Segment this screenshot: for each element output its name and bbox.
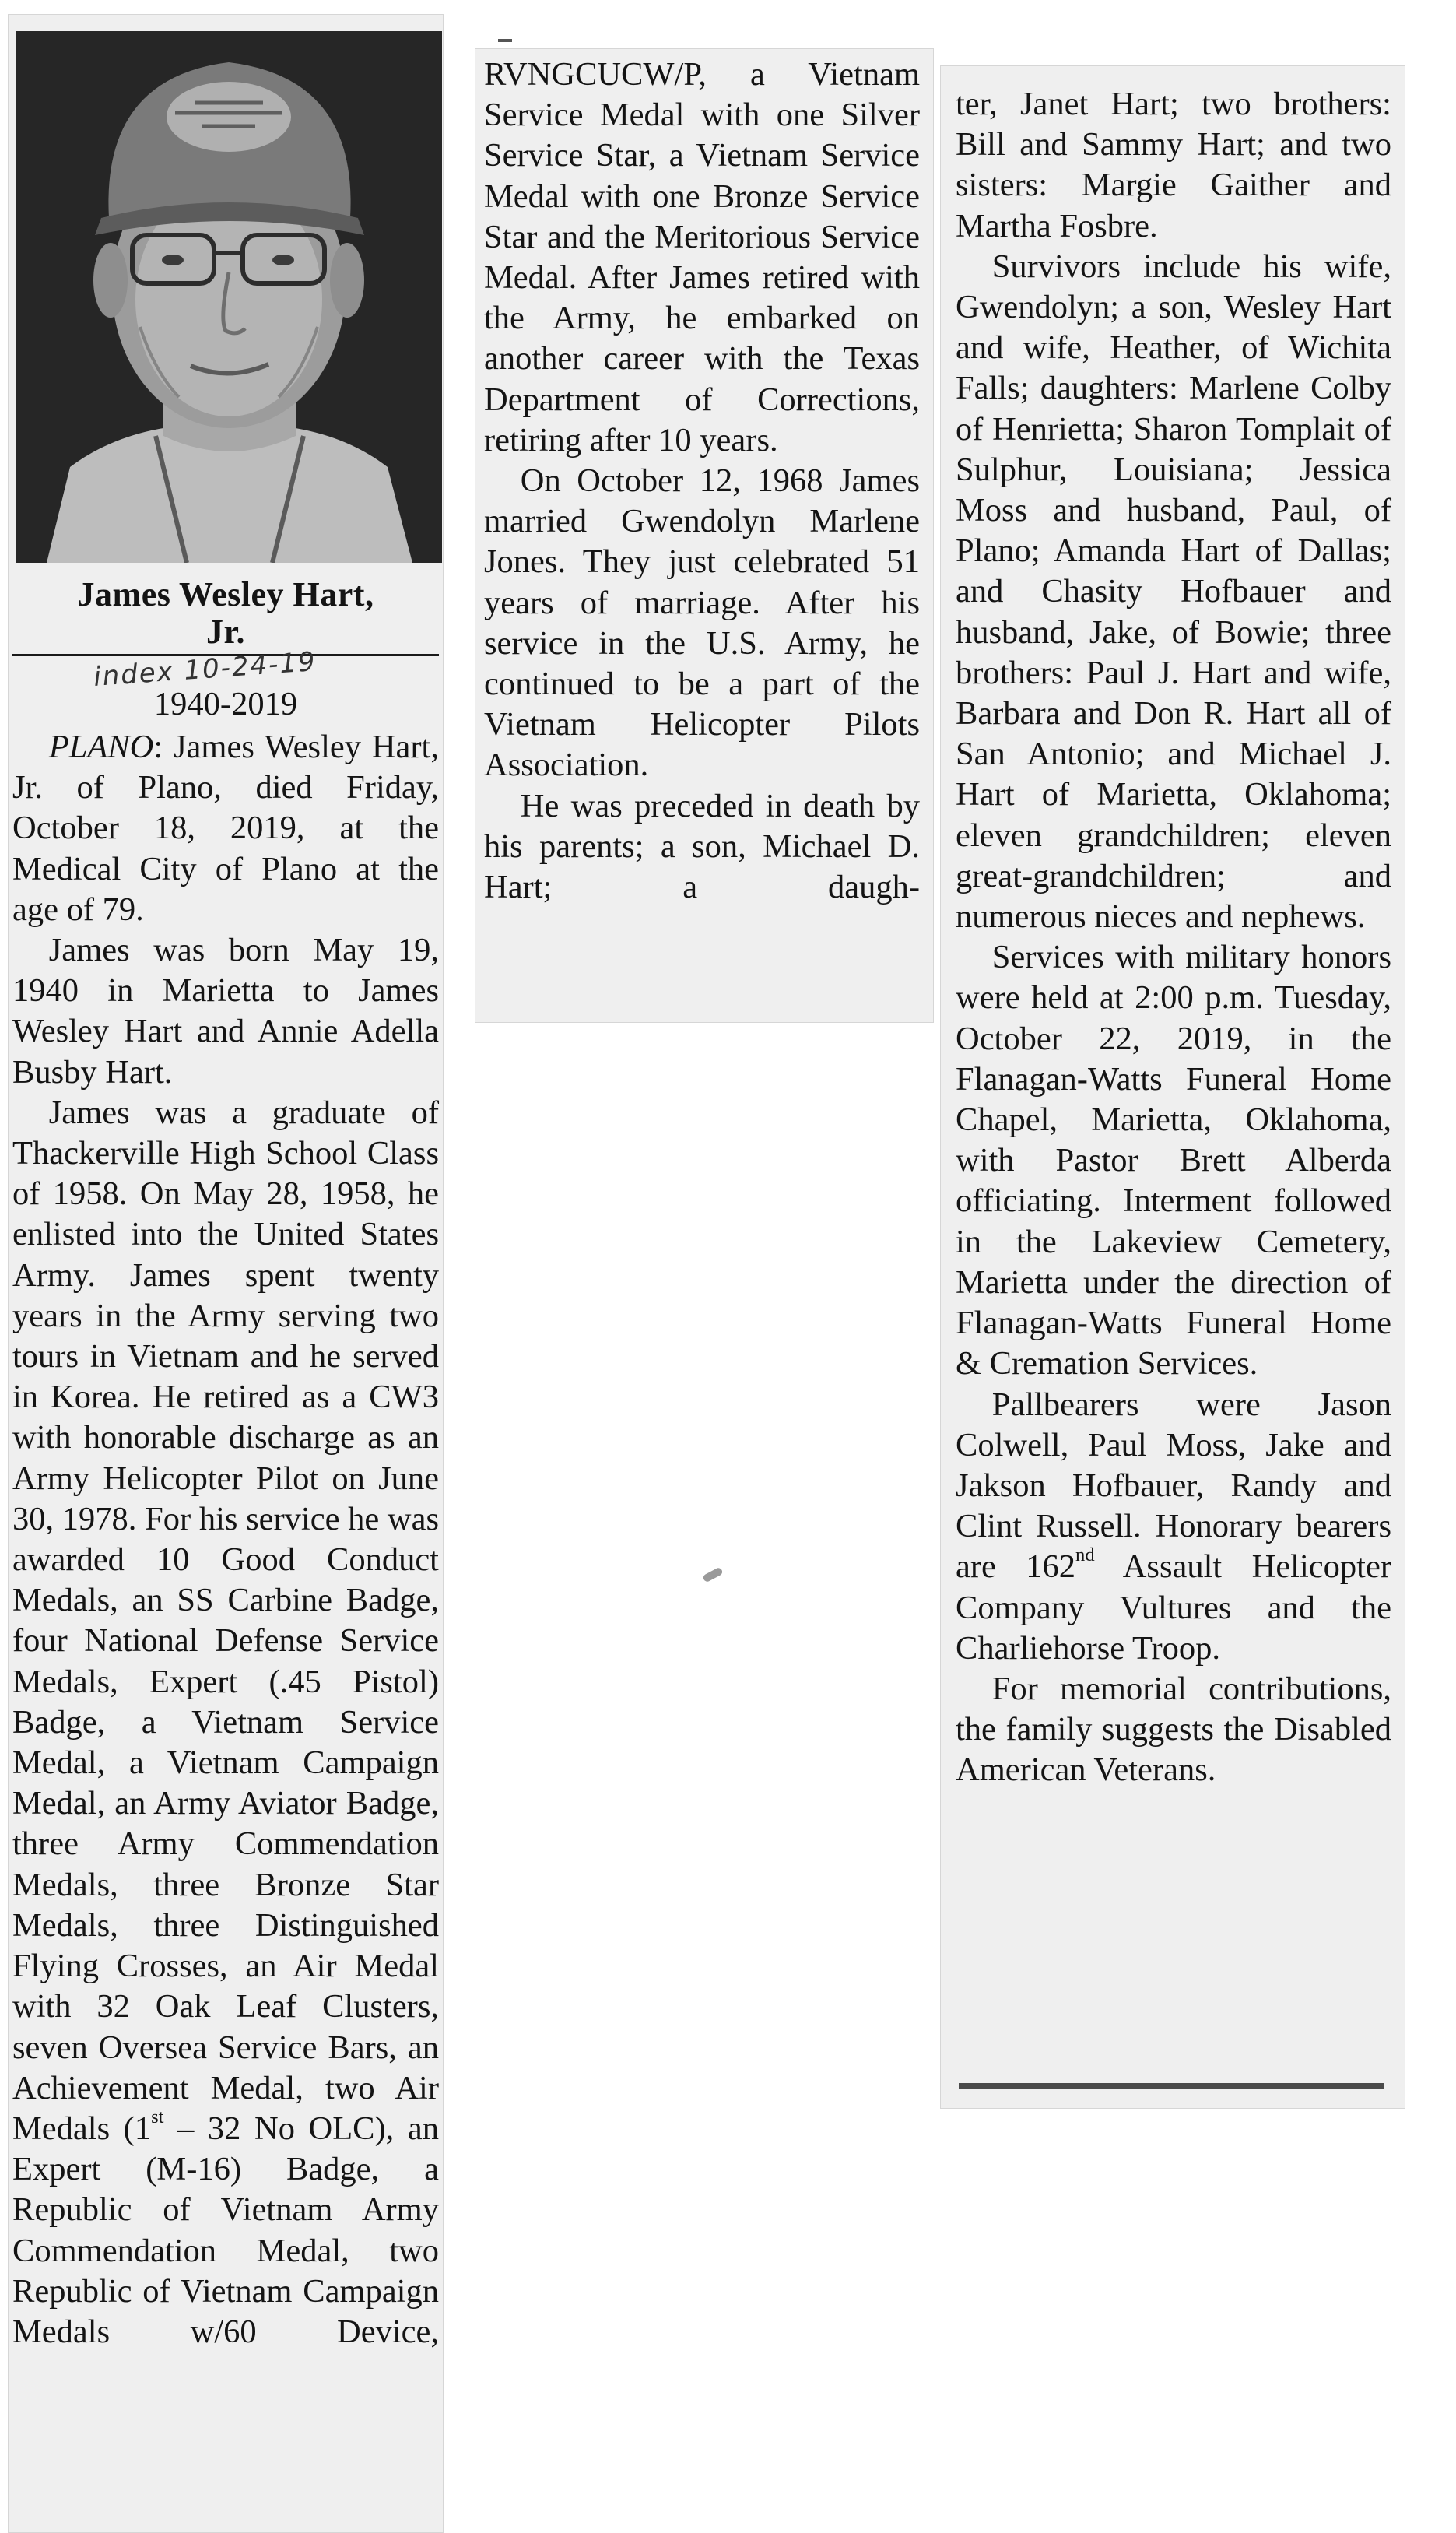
handwritten-index-note: index 10-24-19 [92,646,318,693]
paragraph: Survivors include his wife, Gwendolyn; a son, Wesley Hart and wife, Heather, of Wichita Falls; daughters: Marlene Colby of Henrietta; Sharon Tomplait of Sulphur, Louisiana; Jessica Moss and husband, Paul, of Plano; Amanda Hart of Dallas; and Chasity Hofbauer and husband, Jake, of Bowie; three brothers: Paul J. Hart and wife, Barbara and Don R. Hart all of San Antonio; and Michael J. Hart of Marietta, Oklahoma; eleven grandchildren; eleven great-grandchildren; and numerous nieces and nephews. [956,248,1391,936]
dateline: PLANO [48,729,154,765]
paragraph: PLANO: James Wesley Hart, Jr. of Plano, died Friday, October 18, 2019, at the Medical City of Plano at the age of 79. [12,729,439,928]
paragraph: James was a graduate of Thackerville High School Class of 1958. On May 28, 1958, he enlisted into the United States Army. James spent twenty years in the Army serving two tours in Vietnam and he served in Korea. He retired as a CW3 with honorable discharge as an Army Helicopter Pilot on June 30, 1978. For his service he was awarded 10 Good Conduct Medals, an SS Carbine Badge, four National Defense Service Medals, Expert (.45 Pistol) Badge, a Vietnam Service Medal, a Vietnam Campaign Medal, an Army Aviator Badge, three Army Commendation Medals, three Bronze Star Medals, three Distinguished Flying Crosses, an Air Medal with 32 Oak Leaf Clusters, seven Oversea Service Bars, an Achievement Medal, two Air Medals (1st – 32 No OLC), an Expert (M-16) Badge, a Republic of Vietnam Army Commendation Medal, two Republic of Vietnam Campaign Medals w/60 Device, [12,1094,439,2350]
paragraph: James was born May 19, 1940 in Marietta to James Wesley Hart and Annie Adella Busby Hart. [12,932,439,1091]
obituary-column-2 [475,48,934,1023]
paragraph: RVNGCUCW/P, a Vietnam Service Medal with one Silver Service Star, a Vietnam Service Medal with one Bronze Service Star and the Meritorious Service Medal. After James retired with the Army, he embarked on another career with the Texas Department of Corrections, retiring after 10 years. [484,56,920,458]
paragraph: ter, Janet Hart; two brothers: Bill and Sammy Hart; and two sisters: Margie Gaither and Martha Fosbre. [956,86,1391,244]
column-1-text [12,727,439,2352]
name-line-1: James Wesley Hart, [77,575,374,613]
deceased-name [8,574,444,614]
obituary-column-1 [8,14,444,2533]
column-2-text [484,54,920,908]
paragraph: Services with military honors were held at 2:00 p.m. Tuesday, October 22, 2019, in the Flanagan-Watts Funeral Home Chapel, Marietta, Oklahoma, with Pastor Brett Alberda officiating. Interment followed in the Lakeview Cemetery, Marietta under the direction of Flanagan-Watts Funeral Home & Cremation Services. [956,939,1391,1382]
scan-speck [702,1566,724,1583]
paragraph: For memorial contributions, the family suggests the Disabled American Veterans. [956,1670,1391,1789]
paragraph: Pallbearers were Jason Colwell, Paul Moss, Jake and Jakson Hofbauer, Randy and Clint Russell. Honorary bearers are 162nd Assault Helicopter Company Vultures and the Charliehorse Troop. [956,1386,1391,1667]
portrait-photo [16,31,442,563]
end-rule [959,2083,1384,2089]
life-years: 1940-2019 [153,686,298,722]
obituary-column-3 [940,65,1405,2109]
paragraph: He was preceded in death by his parents; a son, Michael D. Hart; a daugh- [484,787,920,906]
deceased-name-suffix [8,612,444,652]
paragraph: On October 12, 1968 James married Gwendolyn Marlene Jones. They just celebrated 51 years of marriage. After his service in the U.S. Army, he continued to be a part of the Vietnam Helicopter Pilots Association. [484,462,920,784]
portrait-image [16,31,442,563]
name-line-2: Jr. [206,613,245,651]
column-3-text [956,84,1391,1791]
scan-mark [498,39,512,42]
